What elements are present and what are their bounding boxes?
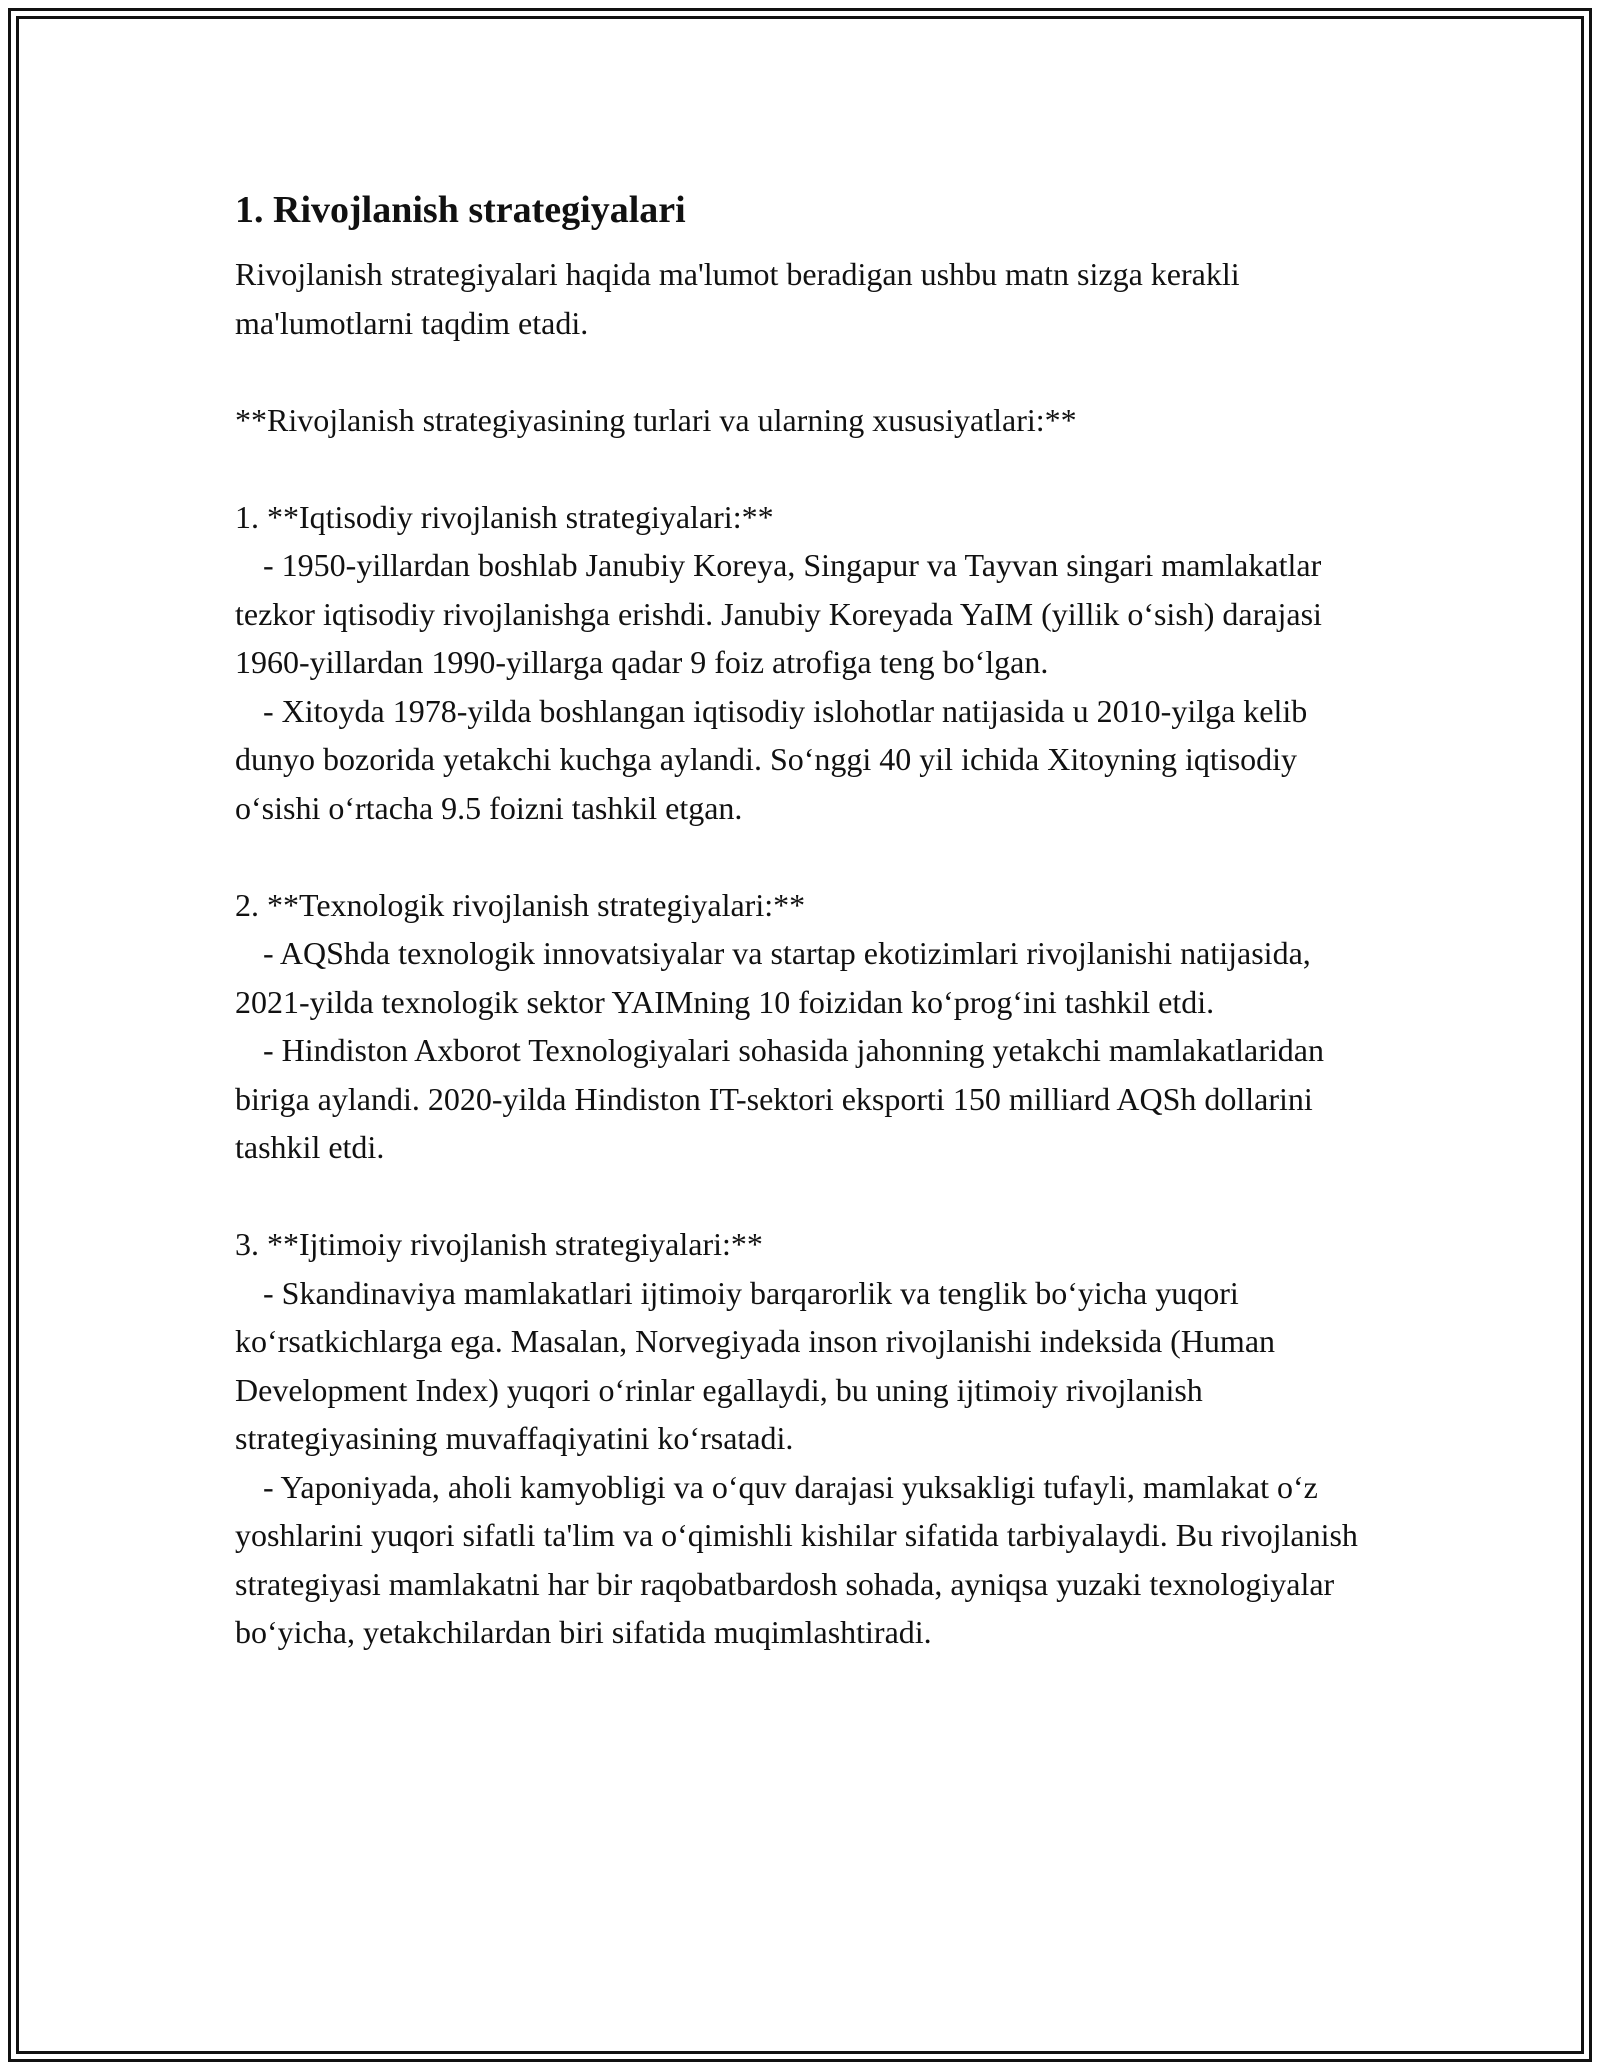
bullet-item: - Xitoyda 1978-yilda boshlangan iqtisodiy islohotlar natijasida u 2010-yilga kelib dunyo bozorida yetakchi kuchga aylandi. So‘nggi 40 yil ichida Xitoyning iqtisodiy o‘sishi o‘rtacha 9.5 foizni tashkil etgan. [235, 692, 1316, 826]
section-heading: 1. **Iqtisodiy rivojlanish strategiyalari:** [235, 498, 774, 535]
spacer [235, 444, 1365, 493]
section-heading: 3. **Ijtimoiy rivojlanish strategiyalari:** [235, 1226, 763, 1262]
bullet-item: - Yaponiyada, aholi kamyobligi va o‘quv darajasi yuksakligi tufayli, mamlakat o‘z yoshlarini yuqori sifatli ta'lim va o‘qimishli kishilar sifatida tarbiyalaydi. Bu rivojlanish strategiyasi mamlakatni har bir raqobatbardosh sohada, ayniqsa yuzaki texnologiyalar bo‘yicha, yetakchilardan biri sifatida muqimlashtiradi. [235, 1468, 1366, 1650]
bullet-item: - Hindiston Axborot Texnologiyalari sohasida jahonning yetakchi mamlakatlaridan biriga aylandi. 2020-yilda Hindiston IT-sektori eksporti 150 milliard AQSh dollarini tashkil etdi. [235, 1032, 1332, 1165]
section-social [235, 1220, 1365, 1657]
spacer [235, 347, 1365, 396]
document-title: 1. Rivojlanish strategiyalari [235, 189, 686, 231]
section-economic [235, 493, 1365, 833]
bullet-item: - Skandinaviya mamlakatlari ijtimoiy barqarorlik va tenglik bo‘yicha yuqori ko‘rsatkichlarga ega. Masalan, Norvegiyada inson rivojlanishi indeksida (Human Development Index) yuqori o‘rinlar egallaydi, bu uning ijtimoiy rivojlanish strategiyasining muvaffaqiyatini ko‘rsatadi. [235, 1274, 1284, 1456]
bullet-item: - 1950-yillardan boshlab Janubiy Koreya, Singapur va Tayvan singari mamlakatlar tezkor iqtisodiy rivojlanishga erishdi. Janubiy Koreyada YaIM (yillik o‘sish) darajasi 1960-yillardan 1990-yillarga qadar 9 foiz atrofiga teng bo‘lgan. [235, 547, 1330, 680]
intro-paragraph: Rivojlanish strategiyalari haqida ma'lumot beradigan ushbu matn sizga kerakli ma'lumotlarni taqdim etadi. [235, 256, 1248, 341]
section-heading: 2. **Texnologik rivojlanish strategiyalari:** [235, 886, 806, 923]
section-technological [235, 881, 1365, 1172]
spacer [235, 1172, 1365, 1221]
types-heading: **Rivojlanish strategiyasining turlari va ularning xususiyatlari:** [235, 401, 1077, 438]
document-body [235, 186, 1365, 1657]
bullet-item: - AQShda texnologik innovatsiyalar va startap ekotizimlari rivojlanishi natijasida, 2021-yilda texnologik sektor YAIMning 10 foizidan ko‘prog‘ini tashkil etdi. [235, 935, 1319, 1020]
spacer [235, 832, 1365, 881]
